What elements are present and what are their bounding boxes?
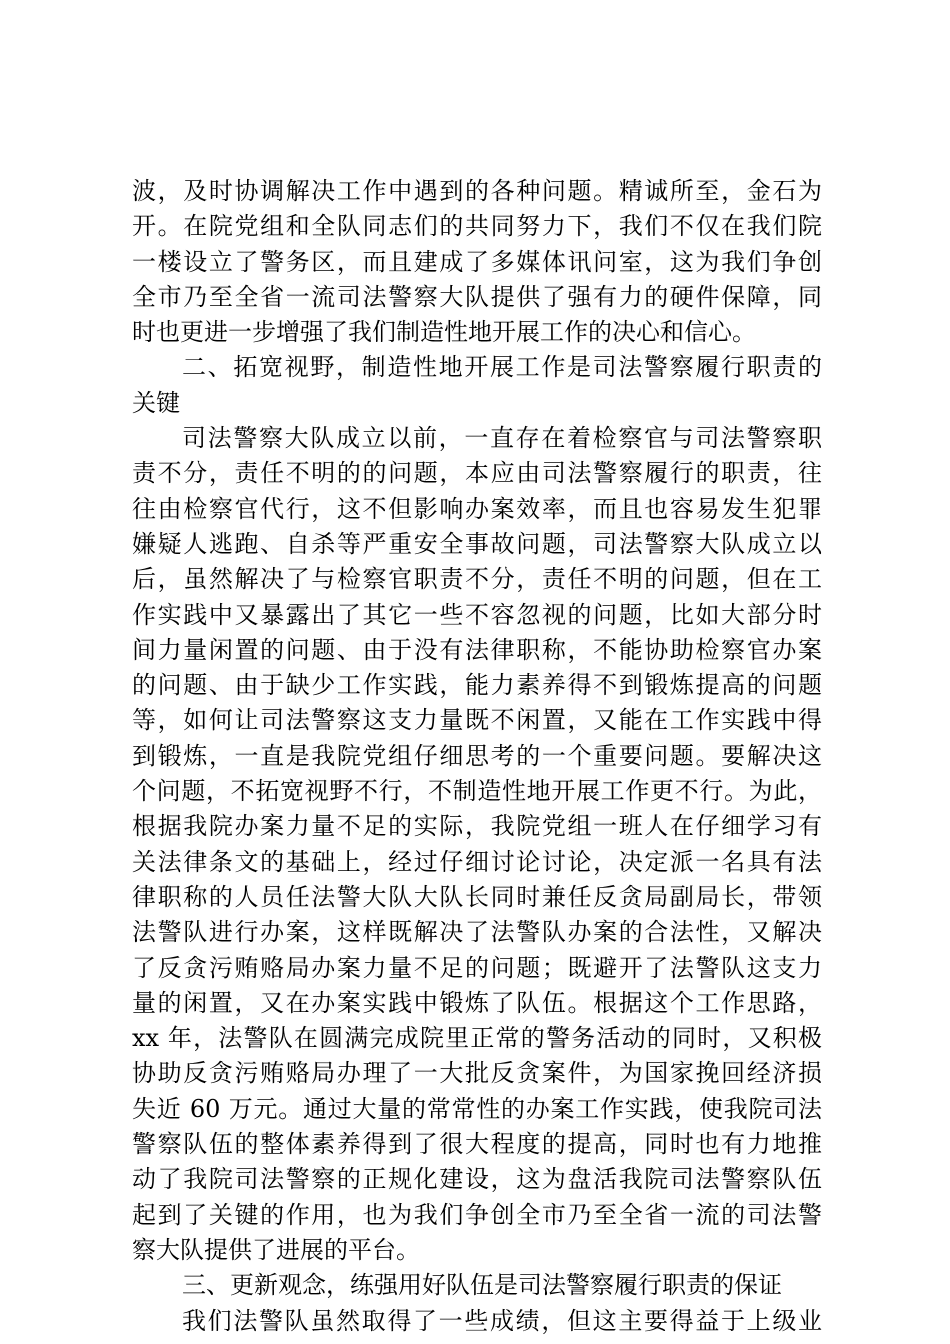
paragraph-line: 波，及时协调解决工作中遇到的各种问题。精诚所至，金石为: [132, 177, 822, 205]
paragraph-line: 了反贪污贿赂局办案力量不足的问题；既避开了法警队这支力: [132, 953, 822, 982]
paragraph-line: 后，虽然解决了与检察官职责不分，责任不明的问题，但在工: [132, 565, 822, 594]
paragraph-line: 量的闲置，又在办案实践中锻炼了队伍。根据这个工作思路，: [132, 988, 822, 1017]
paragraph-line: 法警队进行办案，这样既解决了法警队办案的合法性，又解决: [132, 918, 822, 947]
paragraph-line: 我们法警队虽然取得了一些成绩，但这主要得益于上级业: [182, 1306, 822, 1335]
document-body: [132, 174, 822, 1339]
paragraph-line: 司法警察大队成立以前，一直存在着检察官与司法警察职: [182, 424, 822, 453]
paragraph-line: 时也更进一步增强了我们制造性地开展工作的决心和信心。: [132, 318, 756, 347]
paragraph-line: 一楼设立了警务区，而且建成了多媒体讯问室，这为我们争创: [132, 247, 822, 276]
paragraph-line: 个问题，不拓宽视野不行，不制造性地开展工作更不行。为此，: [132, 777, 822, 806]
paragraph-line: 关法律条文的基础上，经过仔细讨论讨论，决定派一名具有法: [132, 847, 822, 876]
paragraph-line: 责不分，责任不明的的问题，本应由司法警察履行的职责，往: [132, 459, 822, 488]
paragraph-line: 往由检察官代行，这不但影响办案效率，而且也容易发生犯罪: [132, 494, 822, 523]
paragraph-line: 察大队提供了进展的平台。: [132, 1235, 420, 1264]
paragraph-line: 警察队伍的整体素养得到了很大程度的提高，同时也有力地推: [132, 1130, 822, 1159]
paragraph-line: 全市乃至全省一流司法警察大队提供了强有力的硬件保障，同: [132, 282, 822, 311]
paragraph-line: 动了我院司法警察的正规化建设，这为盘活我院司法警察队伍: [132, 1165, 822, 1194]
paragraph-line: xx 年，法警队在圆满完成院里正常的警务活动的同时，又积极: [132, 1024, 822, 1053]
section-heading-line: 三、更新观念，练强用好队伍是司法警察履行职责的保证: [182, 1271, 782, 1300]
paragraph-line: 根据我院办案力量不足的实际，我院党组一班人在仔细学习有: [132, 812, 822, 841]
section-heading-line: 二、拓宽视野，制造性地开展工作是司法警察履行职责的: [182, 353, 822, 382]
paragraph-line: 协助反贪污贿赂局办理了一大批反贪案件，为国家挽回经济损: [132, 1059, 822, 1088]
paragraph-line: 律职称的人员任法警大队大队长同时兼任反贪局副局长，带领: [132, 882, 822, 911]
paragraph-line: 起到了关键的作用，也为我们争创全市乃至全省一流的司法警: [132, 1200, 822, 1229]
paragraph-line: 作实践中又暴露出了其它一些不容忽视的问题，比如大部分时: [132, 600, 822, 629]
paragraph-line: 嫌疑人逃跑、自杀等严重安全事故问题，司法警察大队成立以: [132, 529, 822, 558]
paragraph-line: 间力量闲置的问题、由于没有法律职称，不能协助检察官办案: [132, 635, 822, 664]
section-heading-line: 关键: [132, 388, 180, 417]
paragraph-line: 到锻炼，一直是我院党组仔细思考的一个重要问题。要解决这: [132, 741, 822, 770]
paragraph-line: 开。在院党组和全队同志们的共同努力下，我们不仅在我们院: [132, 212, 822, 241]
paragraph-line: 的问题、由于缺少工作实践，能力素养得不到锻炼提高的问题: [132, 671, 822, 700]
paragraph-line: 失近 60 万元。通过大量的常常性的办案工作实践，使我院司法: [132, 1094, 822, 1123]
paragraph-line: 等，如何让司法警察这支力量既不闲置，又能在工作实践中得: [132, 706, 822, 735]
